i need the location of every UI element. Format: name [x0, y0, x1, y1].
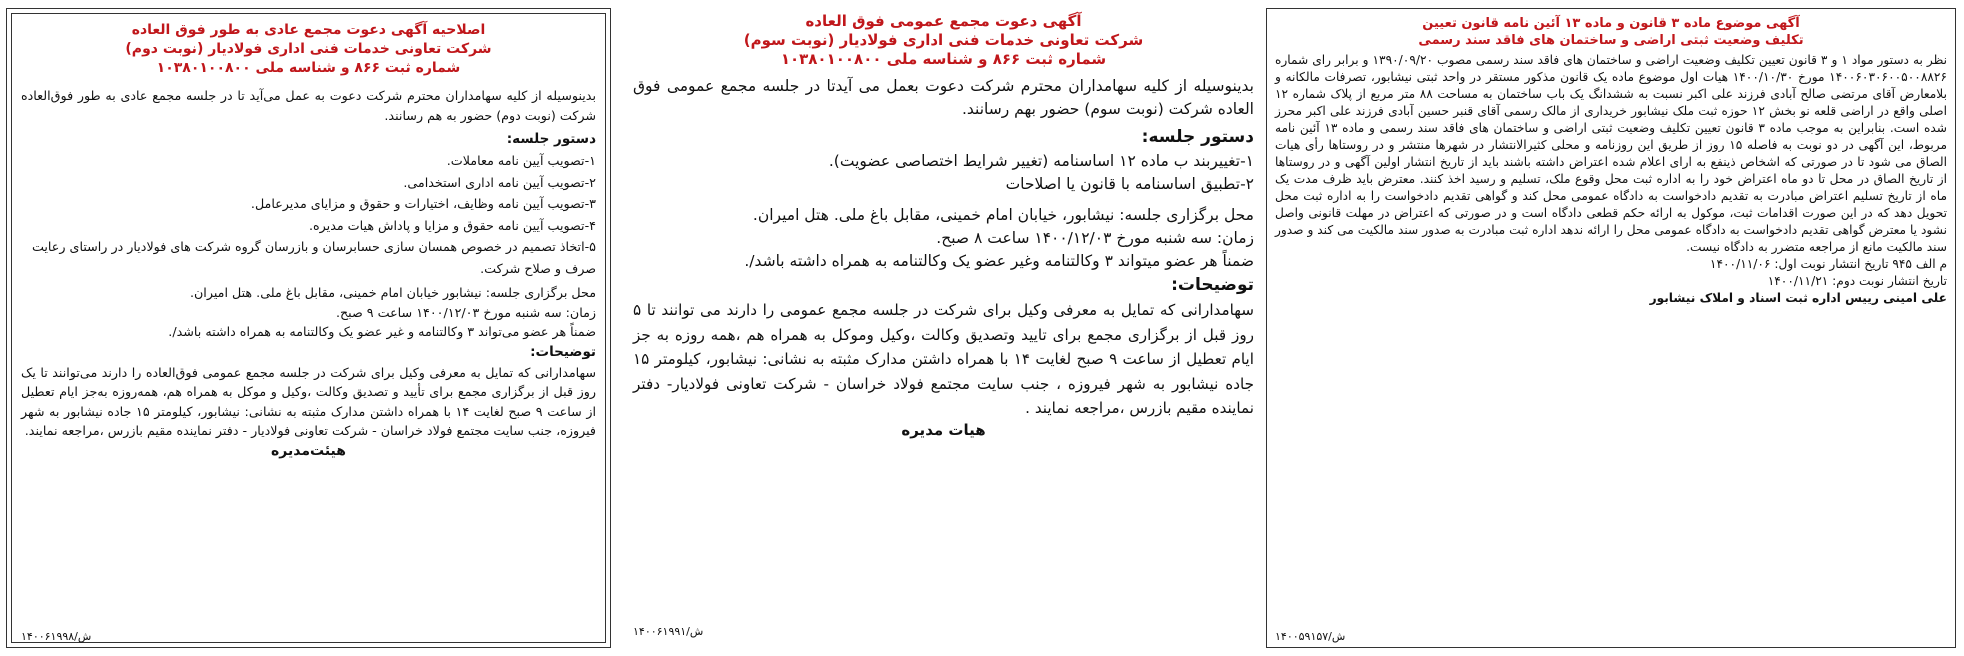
- ad-title: آگهی موضوع ماده ۳ قانون و ماده ۱۳ آئین نامه قانون تعیین: [1422, 16, 1800, 31]
- agenda-item: ۱-تصویب آیین نامه معاملات.: [446, 153, 596, 168]
- agenda-item: ۱-تغییربند ب ماده ۱۲ اساسنامه (تغییر شرایط اختصاصی عضویت).: [828, 152, 1254, 170]
- signature: هیئت‌مدیره: [271, 442, 346, 459]
- agenda-item: ۵-اتخاذ تصمیم در خصوص همسان سازی حسابرسان و بازرسان گروه شرکت های فولادیار در راستای رعایت صرف و صلاح شرکت.: [31, 239, 596, 276]
- second-publication-date: تاریخ انتشار نوبت دوم: ۱۴۰۰/۱۱/۲۱: [1767, 274, 1947, 288]
- signature: هیات مدیره: [901, 420, 986, 439]
- agenda-heading: دستور جلسه:: [506, 131, 596, 147]
- ad-code: ۱۴۰۰۶۱۹۹۸/ش: [21, 630, 92, 643]
- ad-correction-notice: [6, 8, 611, 648]
- ad-body: نظر به دستور مواد ۱ و ۳ قانون تعیین تکلیف وضعیت اراضی و ساختمان های فاقد سند رسمی مصوب ۱۳۹۰/۰۹/۲۰ و برابر رای شماره ۱۴۰۰۶۰۳۰۶۰۰۵۰۰۸۸۲۶ مورخ ۱۴۰۰/۱۰/۳۰ هیات اول موضوع ماده یک قانون مذکور مستقر در واحد ثبتی نیشابور، تصرفات مالکانه و بلامعارض آقای مرتضی صالح آبادی فرزند علی اکبر نسبت به ششدانگ یک باب ساختمان به مساحت ۸۸ متر مربع از پلاک شماره ۱۲ اصلی واقع در اراضی قلعه نو بخش ۱۲ حوزه ثبت ملک نیشابور خریداری از مالک رسمی آقای قنبر حسین آبادی فرزند علی اکبر محرز شده است. بنابراین به موجب ماده ۳ قانون تعیین تکلیف وضعیت ثبتی اراضی و ساختمان های فاقد سند رسمی و ماده ۱۳ آئین نامه مربوط، این آگهی در دو نوبت به فاصله ۱۵ روز از طریق این روزنامه و محلی کثیرالانتشار در شهرها منتشر و در روستاها رأی هیات الصاق می شود تا در صورتی که اشخاص ذینفع به ارای اعلام شده اعتراض داشته باشند باید از تاریخ انتشار اولین آگهی و در روستاها از تاریخ الصاق در محل تا دو ماه اعتراض خود را به اداره ثبت محل وقوع ملک، تسلیم و رسید اخذ کنند. معترض باید ظرف مدت یک ماه از تاریخ تسلیم اعتراض مبادرت به تقدیم دادخواست به دادگاه عمومی محل کند و گواهی تقدیم دادخواست را به اداره ثبت محل تحویل دهد که در این صورت اقدامات ثبت، موکول به ارائه حکم قطعی دادگاه است و در صورتی که اعتراض در مهلت قانونی واصل نشود یا معترض گواهی تقدیم دادخواست به دادگاه عمومی محل را ارائه ندهد اداره ثبت مبادرت به صدور سند مالکیت می کند و صدور سند مالکیت مانع از مراجعه متضرر به دادگاه نیست.: [1275, 53, 1948, 254]
- venue: محل برگزاری جلسه: نیشابور خیابان امام خمینی، مقابل باغ ملی. هتل امیران.: [189, 285, 596, 300]
- ad-extraordinary-meeting: [627, 8, 1260, 640]
- publication-ref: م الف ۹۴۵ تاریخ انتشار نوبت اول: ۱۴۰۰/۱۱/۰۶: [1709, 257, 1947, 271]
- ad-code: ۱۴۰۰۶۱۹۹۱/ش: [633, 625, 704, 638]
- ad-intro: بدینوسیله از کلیه سهامداران محترم شرکت دعوت به عمل می‌آید تا در جلسه مجمع عادی به طور فوق‌العاده شرکت (نوبت دوم) حضور به هم رسانند.: [21, 88, 596, 123]
- agenda-item: ۳-تصویب آیین نامه وظایف، اختیارات و حقوق و مزایای مدیرعامل.: [250, 196, 596, 211]
- notes-heading: توضیحات:: [530, 343, 596, 360]
- ad-company: شرکت تعاونی خدمات فنی اداری فولادیار (نوبت سوم): [743, 31, 1144, 49]
- proxy-note: ضمناً هر عضو می‌تواند ۳ وکالتنامه و غیر عضو یک وکالتنامه به همراه داشته باشد/.: [168, 324, 596, 339]
- signatory: علی امینی رییس اداره ثبت اسناد و املاک نیشابور: [1649, 291, 1947, 305]
- agenda-item: ۲-تصویب آیین نامه اداری استخدامی.: [403, 174, 596, 190]
- ad-title: اصلاحیه آگهی دعوت مجمع عادی به طور فوق العاده: [131, 22, 486, 38]
- notes-body: سهامدارانی که تمایل به معرفی وکیل برای شرکت در جلسه مجمع عمومی فوق‌العاده را دارند می‌توانند تا یک روز قبل از برگزاری مجمع برای تأیید و تصدیق وکالت ،وکیل و موکل به همراه هم، همه‌روزه به‌جز ایام تعطیل از ساعت ۹ صبح لغایت ۱۴ با همراه داشتن مدارک مثبته به نشانی: نیشابور، کیلومتر ۱۵ جاده نیشابور به شهر فیروزه، جنب سایت مجتمع فولاد خراسان - شرکت تعاونی فولادیار - دفتر نماینده مقیم بازرس ،مراجعه نمایند.: [21, 364, 596, 438]
- ad-code: ۱۴۰۰۵۹۱۵۷/ش: [1275, 630, 1346, 643]
- venue: محل برگزاری جلسه: نیشابور، خیابان امام خمینی، مقابل باغ ملی. هتل امیران.: [752, 206, 1254, 224]
- meeting-time: زمان: سه شنبه مورخ ۱۴۰۰/۱۲/۰۳ ساعت ۸ صبح.: [936, 229, 1254, 247]
- proxy-note: ضمناً هر عضو میتواند ۳ وکالتنامه وغیر عضو یک وکالتنامه به همراه داشته باشد/.: [744, 252, 1254, 270]
- agenda-heading: دستور جلسه:: [1141, 127, 1254, 147]
- ad-registration: شماره ثبت ۸۶۶ و شناسه ملی ۱۰۳۸۰۱۰۰۸۰۰: [780, 50, 1107, 68]
- ad-land-registration-notice: [1266, 8, 1956, 648]
- ad-title-line-2: تکلیف وضعیت ثبتی اراضی و ساختمان های فاقد سند رسمی: [1418, 33, 1804, 48]
- agenda-item: ۴-تصویب آیین نامه حقوق و مزایا و پاداش هیات مدیره.: [308, 217, 596, 233]
- meeting-time: زمان: سه شنبه مورخ ۱۴۰۰/۱۲/۰۳ ساعت ۹ صبح.: [335, 304, 596, 320]
- ad-intro: بدینوسیله از کلیه سهامداران محترم شرکت دعوت بعمل می آیدتا در جلسه مجمع عمومی فوق العاده شرکت (نوبت سوم) حضور بهم رسانند.: [633, 77, 1254, 118]
- ad-registration: شماره ثبت ۸۶۶ و شناسه ملی ۱۰۳۸۰۱۰۰۸۰۰: [156, 60, 461, 76]
- ad-content: [1275, 15, 1947, 627]
- notes-body: سهامدارانی که تمایل به معرفی وکیل برای شرکت در جلسه مجمع عمومی را دارند می توانند تا ۵ روز قبل از برگزاری مجمع برای تایید وتصدیق وکالت ،وکیل وموکل به همراه هم ،همه روزه به جز ایام تعطیل از ساعت ۹ صبح لغایت ۱۴ با همراه داشتن مدارک مثبته به نشانی: نیشابور، کیلومتر ۱۵ جاده نیشابور به شهر فیروزه ، جنب سایت مجتمع فولاد خراسان - شرکت تعاونی فولادیار- دفتر نماینده مقیم بازرس ،مراجعه نمایند .: [633, 301, 1254, 417]
- agenda-item: ۲-تطبیق اساسنامه با قانون یا اصلاحات: [1005, 175, 1254, 193]
- ad-title: آگهی دعوت مجمع عمومی فوق العاده: [805, 12, 1082, 30]
- notes-heading: توضیحات:: [1171, 275, 1254, 295]
- ad-content: [21, 21, 596, 625]
- ad-company: شرکت تعاونی خدمات فنی اداری فولادیار (نوبت دوم): [125, 41, 492, 57]
- ad-content: [633, 12, 1254, 620]
